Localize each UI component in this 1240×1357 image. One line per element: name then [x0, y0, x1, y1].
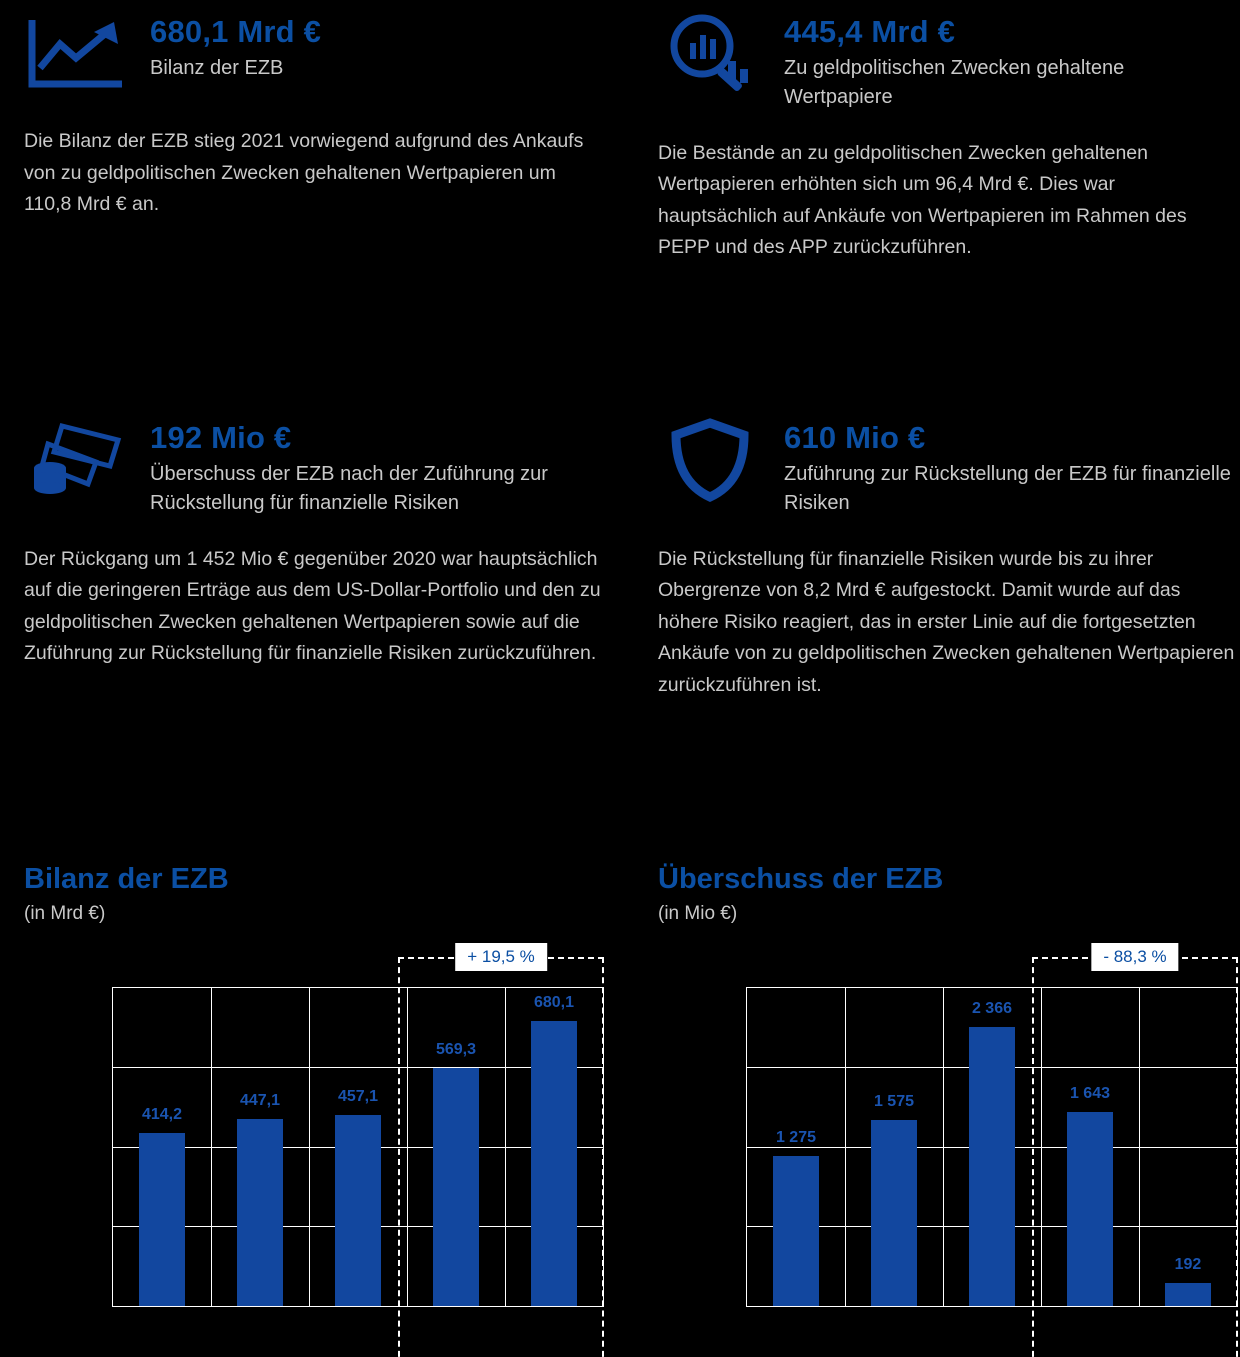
- bar-slot: [845, 988, 943, 1306]
- chart-title: Bilanz der EZB: [24, 863, 229, 895]
- kpi-paragraph: Die Rückstellung für finanzielle Risiken wurde bis zu ihrer Obergrenze von 8,2 Mrd € aufgestockt. Damit wurde auf das höhere Risiko reagiert, das in erster Linie auf die fortgesetzten Ankäufe von zu geldpolitischen Zwecken gehaltenen Wertpapieren zurückzuführen ist.: [658, 547, 1235, 696]
- bar: [237, 1091, 282, 1306]
- kpi-paragraph: Die Bestände an zu geldpolitischen Zwecken gehaltenen Wertpapieren erhöhten sich um 96,4 Mrd €. Dies war hauptsächlich auf Ankäufe von Wertpapieren im Rahmen des PEPP und des APP zurückzuführen.: [658, 141, 1187, 259]
- bar-value-label: 1 275: [775, 1128, 817, 1146]
- magnifier-bar-chart-icon: [658, 8, 762, 100]
- kpi-value: 680,1 Mrd €: [150, 14, 322, 49]
- kpi-header: [658, 414, 1238, 518]
- kpi-header: [24, 414, 604, 518]
- chart-subtitle: (in Mrd €): [24, 902, 106, 924]
- kpi-paragraph: Die Bilanz der EZB stieg 2021 vorwiegend aufgrund des Ankaufs von zu geldpolitischen Zwecken gehaltenen Wertpapieren um 110,8 Mrd € an.: [24, 130, 584, 216]
- chart-title: Überschuss der EZB: [658, 863, 944, 895]
- bar-value-label: 192: [1174, 1256, 1202, 1274]
- bar-slot: [505, 988, 603, 1306]
- bar: [871, 1093, 916, 1305]
- bar: [433, 1040, 478, 1306]
- bar-slot: [1139, 988, 1237, 1306]
- bar-slot: [211, 988, 309, 1306]
- bar: [1067, 1085, 1112, 1306]
- kpi-block-surplus: [24, 414, 604, 670]
- kpi-label: Überschuss der EZB nach der Zuführung zur Rückstellung für finanzielle Risiken: [150, 462, 548, 514]
- bar-value-label: 1 575: [873, 1093, 915, 1111]
- kpi-text: [150, 414, 604, 518]
- plot-area: [746, 987, 1238, 1307]
- bar-slot: [113, 988, 211, 1306]
- delta-badge: - 88,3 %: [1091, 943, 1178, 971]
- kpi-header: [24, 8, 604, 100]
- plot-area: [112, 987, 604, 1307]
- kpi-value: 192 Mio €: [150, 420, 292, 455]
- bar-value-label: 1 643: [1069, 1085, 1111, 1103]
- bar: [139, 1105, 184, 1306]
- bar-value-label: 457,1: [337, 1087, 379, 1105]
- bar-slot: [747, 988, 845, 1306]
- kpi-label: Zuführung zur Rückstellung der EZB für finanzielle Risiken: [784, 462, 1231, 514]
- shield-icon: [658, 414, 762, 506]
- bar-slot: [1041, 988, 1139, 1306]
- bar-value-label: 2 366: [971, 1000, 1013, 1018]
- bar-slot: [943, 988, 1041, 1306]
- kpi-block-risk-provision: [658, 414, 1238, 702]
- kpi-block-monetary-policy-securities: [658, 8, 1238, 264]
- chart-arrow-up-icon: [24, 8, 128, 100]
- bar-value-label: 447,1: [239, 1091, 281, 1109]
- kpi-text: [784, 8, 1238, 112]
- kpi-block-balance-sheet: [24, 8, 604, 221]
- delta-badge: + 19,5 %: [455, 943, 547, 971]
- bar-value-label: 414,2: [141, 1105, 183, 1123]
- coins-banknote-icon: [24, 414, 128, 506]
- kpi-value: 610 Mio €: [784, 420, 926, 455]
- bar: [335, 1087, 380, 1306]
- chart-balance-sheet: [24, 862, 624, 1337]
- kpi-text: [784, 414, 1238, 518]
- bar-slot: [407, 988, 505, 1306]
- bar-value-label: 569,3: [435, 1040, 477, 1058]
- kpi-label: Zu geldpolitischen Zwecken gehaltene Wertpapiere: [784, 56, 1125, 108]
- bar: [773, 1128, 818, 1306]
- bar: [531, 994, 576, 1306]
- kpi-header: [658, 8, 1238, 112]
- chart-surplus: [658, 862, 1240, 1337]
- chart-canvas: [658, 947, 1240, 1337]
- kpi-value: 445,4 Mrd €: [784, 14, 956, 49]
- bar-value-label: 680,1: [533, 994, 575, 1012]
- chart-canvas: [24, 947, 624, 1337]
- kpi-label: Bilanz der EZB: [150, 56, 284, 79]
- bar-slot: [309, 988, 407, 1306]
- chart-subtitle: (in Mio €): [658, 902, 738, 924]
- kpi-text: [150, 8, 321, 83]
- bar: [969, 1000, 1014, 1306]
- bar: [1165, 1256, 1210, 1306]
- kpi-paragraph: Der Rückgang um 1 452 Mio € gegenüber 2020 war hauptsächlich auf die geringeren Erträge aus dem US-Dollar-Portfolio und den zu geldpolitischen Zwecken gehaltenen Wertpapieren sowie auf die Zuführung zur Rückstellung für finanzielle Risiken zurückzuführen.: [24, 547, 601, 665]
